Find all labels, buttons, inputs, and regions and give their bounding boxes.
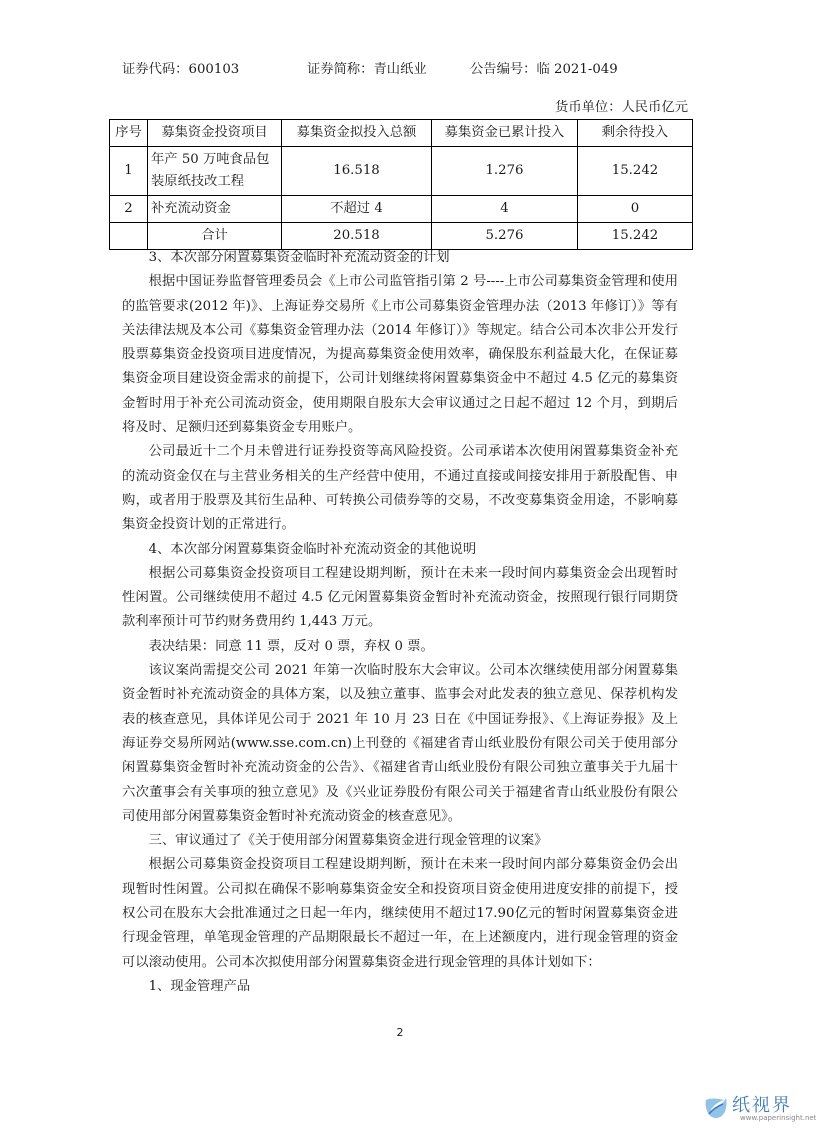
table-header-cell: 募集资金拟投入总额 xyxy=(282,120,432,147)
table-cell: 补充流动资金 xyxy=(148,196,282,223)
paragraph: 根据公司募集资金投资项目工程建设期判断，预计在未来一段时间内部分募集资金仍会出现暂时性闲置。公司拟在确保不影响募集资金安全和投资项目资金使用进度安排的前提下，授权公司在股东大会批准通过之日起一年内，继续使用不超过17.90亿元的暂时闲置募集资金进行现金管理，单笔现金管理的产品期限最长不超过一年，在上述额度内，进行现金管理的资金可以滚动使用。公司本次拟使用部分闲置募集资金进行现金管理的具体计划如下： xyxy=(122,857,678,970)
table-header-cell: 募集资金投资项目 xyxy=(148,120,282,147)
document-header xyxy=(122,58,682,78)
section-heading: 3、本次部分闲置募集资金临时补充流动资金的计划 xyxy=(148,250,450,265)
paragraph: 该议案尚需提交公司 2021 年第一次临时股东大会审议。公司本次继续使用部分闲置募集资金暂时补充流动资金的具体方案，以及独立董事、监事会对此发表的独立意见、保荐机构发表的核查意见，具体详见公司于 2021 年 10 月 23 日在《中国证券报》、《上海证券报》及上海证券交易所网站(www.sse.com.cn)上刊登的《福建省青山纸业股份有限公司关于使用部分闲置募集资金暂时补充流动资金的公告》、《福建省青山纸业股份有限公司独立董事关于九届十六次董事会有关事项的独立意见》及《兴业证券股份有限公司关于福建省青山纸业股份有限公司使用部分闲置募集资金暂时补充流动资金的核查意见》。 xyxy=(122,663,678,824)
table-cell: 15.242 xyxy=(578,223,693,250)
table-cell: 5.276 xyxy=(432,223,578,250)
paragraph: 公司最近十二个月未曾进行证券投资等高风险投资。公司承诺本次使用闲置募集资金补充的流动资金仅在与主营业务相关的生产经营中使用，不通过直接或间接安排用于新股配售、申购，或者用于股票及其衍生品种、可转换公司债券等的交易，不改变募集资金用途，不影响募集资金投资计划的正常进行。 xyxy=(122,444,678,533)
table-header-cell: 募集资金已累计投入 xyxy=(432,120,578,147)
table-cell: 20.518 xyxy=(282,223,432,250)
stock-name: 证券简称：青山纸业 xyxy=(307,62,427,77)
table-row xyxy=(110,196,693,223)
table-cell: 1 xyxy=(110,147,148,196)
table-cell: 不超过 4 xyxy=(282,196,432,223)
table-cell: 0 xyxy=(578,196,693,223)
table-cell: 2 xyxy=(110,196,148,223)
table-row xyxy=(110,147,693,196)
table-cell: 年产 50 万吨食品包装原纸技改工程 xyxy=(148,147,282,196)
vote-result: 表决结果：同意 11 票，反对 0 票，弃权 0 票。 xyxy=(148,638,434,654)
table-cell: 16.518 xyxy=(282,147,432,196)
document-body xyxy=(122,246,678,999)
table-header-cell: 剩余待投入 xyxy=(578,120,693,147)
paragraph: 根据中国证券监督管理委员会《上市公司监管指引第 2 号----上市公司募集资金管理和使用的监管要求(2012 年)》、上海证券交易所《上市公司募集资金管理办法（2013 年修订）》等有关法律法规及本公司《募集资金管理办法（2014 年修订）》等规定。结合公司本次非公开发行股票募集资金投资项目进度情况，为提高募集资金使用效率，确保股东利益最大化，在保证募集资金项目建设资金需求的前提下，公司计划继续将闲置募集资金中不超过 4.5 亿元的募集资金暂时用于补充公司流动资金，使用期限自股东大会审议通过之日起不超过 12 个月，到期后将及时、足额归还到募集资金专用账户。 xyxy=(122,274,678,436)
watermark-url: www.paperinsight.net xyxy=(740,1114,816,1122)
currency-unit: 货币单位：人民币亿元 xyxy=(555,100,688,115)
table-cell: 合计 xyxy=(148,223,282,250)
section-heading: 三、审议通过了《关于使用部分闲置募集资金进行现金管理的议案》 xyxy=(148,833,548,849)
table-cell: 15.242 xyxy=(578,147,693,196)
table-cell: 1.276 xyxy=(432,147,578,196)
page-number: 2 xyxy=(396,1026,404,1039)
watermark xyxy=(700,1090,816,1126)
fund-usage-table xyxy=(109,119,693,250)
leaf-logo-icon xyxy=(700,1092,730,1122)
watermark-name: 纸视界 xyxy=(732,1095,792,1116)
stock-code: 证券代码：600103 xyxy=(122,62,240,77)
table-header-row xyxy=(110,120,693,147)
table-cell: 4 xyxy=(432,196,578,223)
notice-number: 公告编号：临 2021-049 xyxy=(470,62,618,77)
table-header-cell: 序号 xyxy=(110,120,148,147)
paragraph: 根据公司募集资金投资项目工程建设期判断，预计在未来一段时间内募集资金会出现暂时性闲置。公司继续使用不超过 4.5 亿元闲置募集资金暂时补充流动资金，按照现行银行同期贷款利率预计可节约财务费用约 1,443 万元。 xyxy=(122,565,678,630)
section-heading: 1、现金管理产品 xyxy=(148,978,251,994)
section-heading: 4、本次部分闲置募集资金临时补充流动资金的其他说明 xyxy=(148,541,477,557)
